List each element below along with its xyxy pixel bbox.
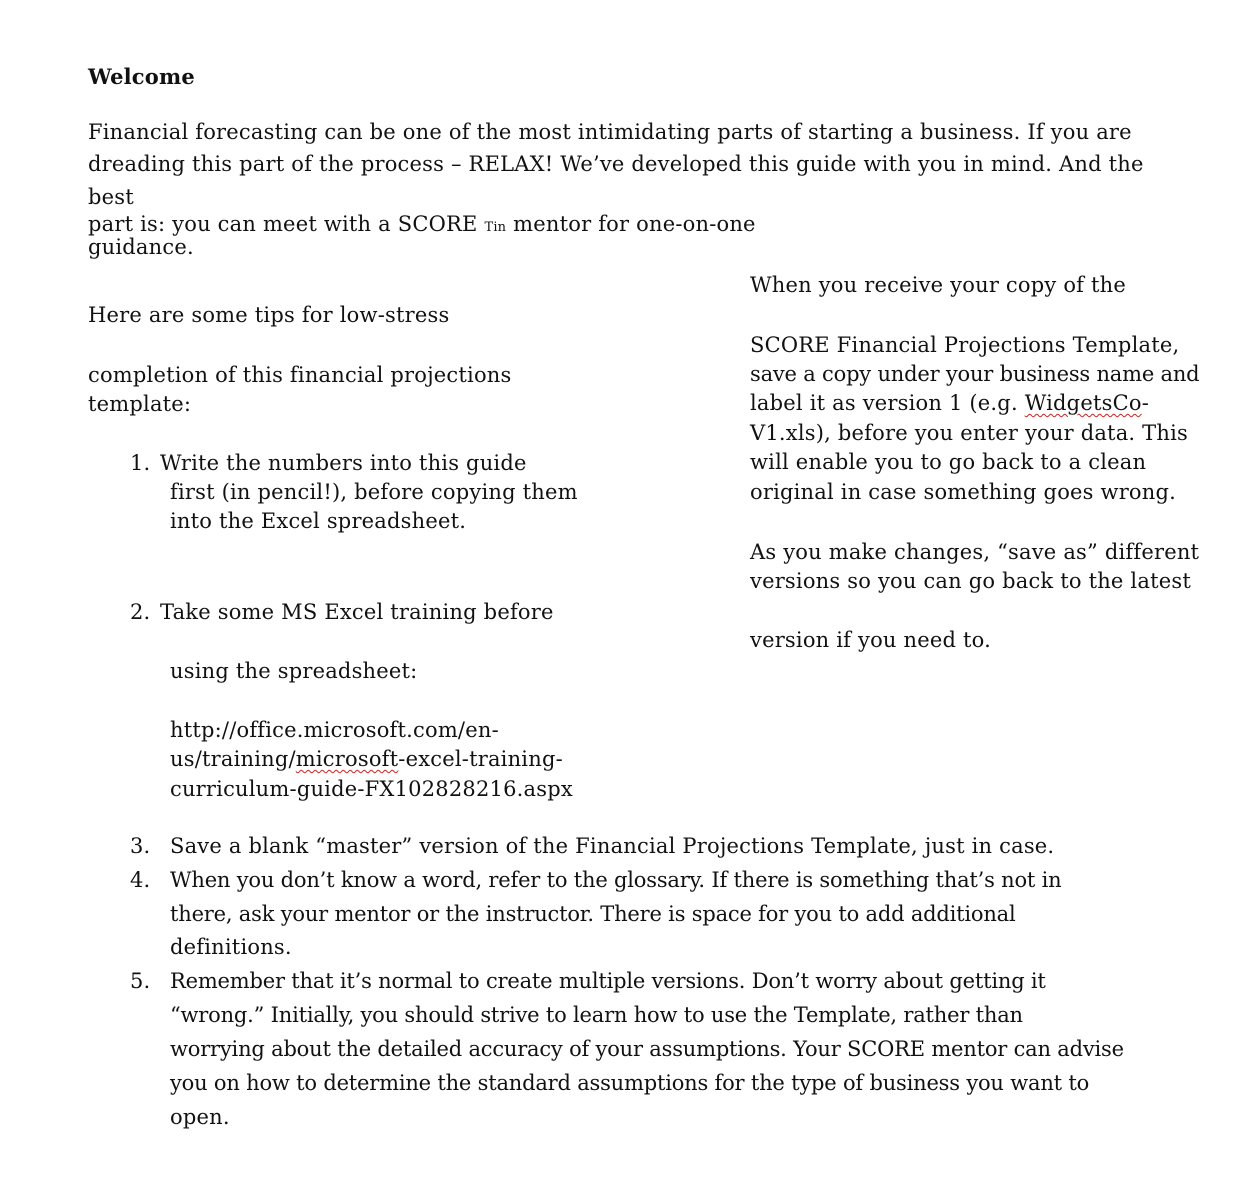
item-5-line-1: Remember that it’s normal to create multiple versions. Don’t worry about getting it (170, 969, 1046, 993)
item-4-line-2: there, ask your mentor or the instructor. There is space for you to add additional (170, 902, 1016, 926)
right-line-6: will enable you to go back to a clean (750, 450, 1147, 474)
right-line-1: When you receive your copy of the (750, 273, 1126, 297)
right-line-7: original in case something goes wrong. (750, 480, 1177, 504)
item-2-line-1: Take some MS Excel training before (160, 600, 554, 624)
item-4-line-1: When you don’t know a word, refer to the glossary. If there is something that’s not in (170, 868, 1062, 892)
item-1-line-3: into the Excel spreadsheet. (170, 509, 467, 533)
right-line-4-start: label it as version 1 (e.g. (750, 391, 1025, 415)
intro-line-4-end: mentor for one-on-one (506, 212, 756, 236)
list-number-3: 3. (130, 834, 151, 858)
training-url-part-b: -excel-training- (398, 747, 563, 771)
item-5-line-3: worrying about the detailed accuracy of your assumptions. Your SCORE mentor can advise (170, 1037, 1124, 1061)
tips-intro-line-2: completion of this financial projections (88, 363, 512, 387)
item-5-line-5: open. (170, 1105, 230, 1129)
training-url-line-2[interactable] (170, 748, 563, 770)
spellcheck-word: WidgetsCo (1024, 391, 1142, 415)
spellcheck-word: microsoft (295, 747, 399, 771)
intro-line-1: Financial forecasting can be one of the most intimidating parts of starting a business. If you are (88, 120, 1132, 144)
intro-line-2: dreading this part of the process – RELAX! We’ve developed this guide with you in mind. And the (88, 152, 1144, 176)
training-url-line-3[interactable]: curriculum-guide-FX102828216.aspx (170, 777, 573, 801)
list-number-5: 5. (130, 969, 151, 993)
list-number-1: 1. (130, 451, 151, 475)
item-1-line-1: Write the numbers into this guide (160, 451, 527, 475)
right-line-2: SCORE Financial Projections Template, (750, 333, 1180, 357)
right-line-10: version if you need to. (750, 628, 992, 652)
intro-line-5: guidance. (88, 235, 194, 259)
trademark-mark: Tin (484, 220, 507, 235)
intro-line-4-start: part is: you can meet with a SCORE (88, 212, 485, 236)
training-url-part-a: us/training/ (170, 747, 296, 771)
item-2-line-2: using the spreadsheet: (170, 659, 418, 683)
list-number-2: 2. (130, 600, 151, 624)
right-line-5: V1.xls), before you enter your data. This (750, 421, 1188, 445)
item-5-line-2: “wrong.” Initially, you should strive to learn how to use the Template, rather than (170, 1003, 1023, 1027)
list-number-4: 4. (130, 868, 151, 892)
right-line-4-end: - (1141, 391, 1149, 415)
training-url-line-1[interactable]: http://office.microsoft.com/en- (170, 718, 499, 742)
welcome-heading: Welcome (88, 64, 195, 89)
tips-intro-line-1: Here are some tips for low-stress (88, 303, 450, 327)
item-5-line-4: you on how to determine the standard assumptions for the type of business you want to (170, 1071, 1090, 1095)
right-line-4 (750, 392, 1149, 414)
right-line-9: versions so you can go back to the latest (750, 569, 1191, 593)
tips-intro-line-3: template: (88, 392, 192, 416)
item-1-line-2: first (in pencil!), before copying them (170, 480, 578, 504)
item-3-line-1: Save a blank “master” version of the Financial Projections Template, just in case. (170, 834, 1055, 858)
right-line-8: As you make changes, “save as” different (750, 540, 1200, 564)
item-4-line-3: definitions. (170, 935, 292, 959)
right-line-3: save a copy under your business name and (750, 362, 1200, 386)
intro-line-3: best (88, 185, 134, 209)
